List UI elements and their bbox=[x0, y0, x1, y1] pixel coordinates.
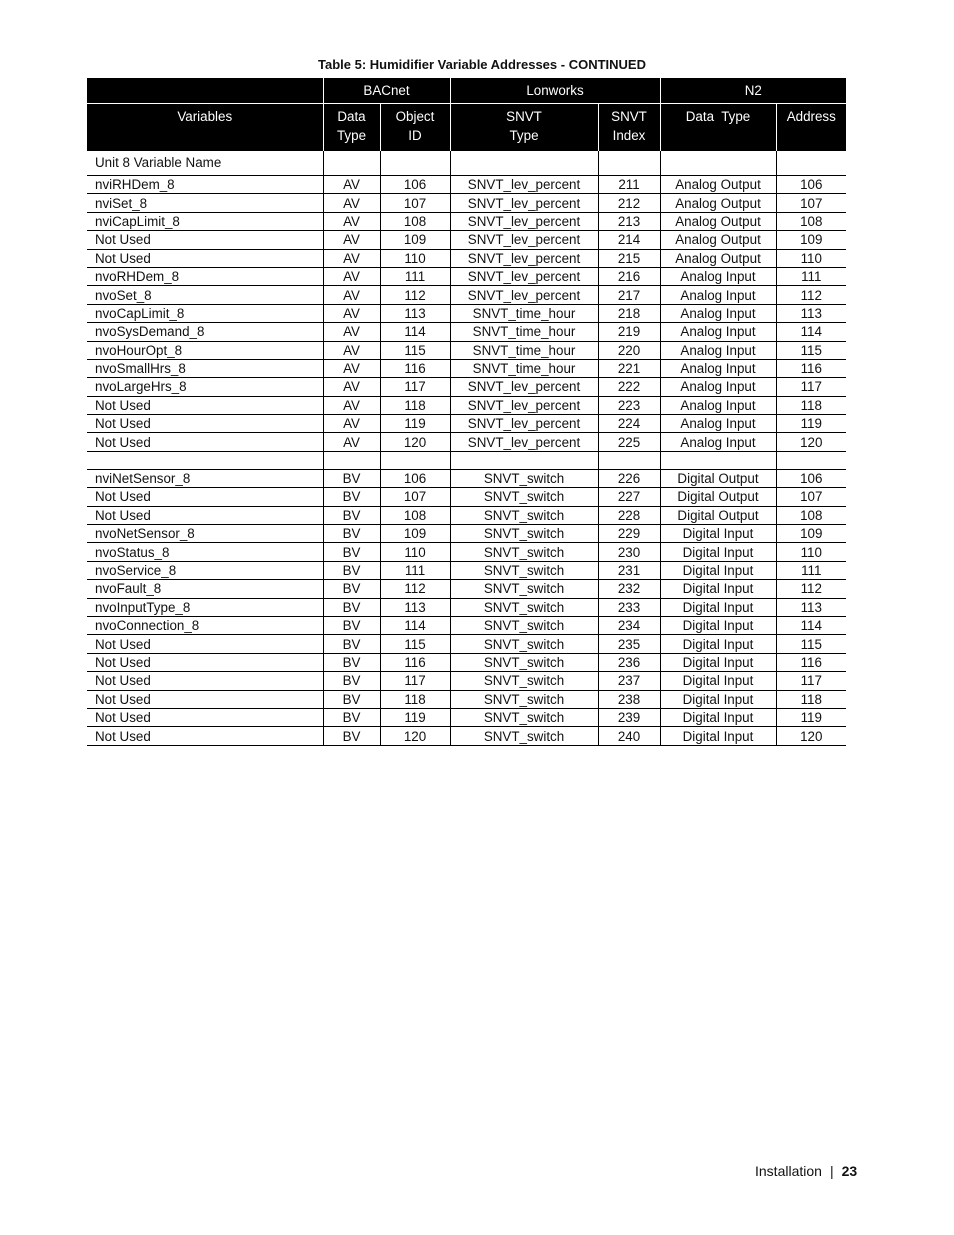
column-header-object-id: Object ID bbox=[380, 104, 450, 152]
cell-snvt-index: 214 bbox=[598, 231, 660, 249]
cell-n2-data-type: Analog Output bbox=[660, 212, 776, 230]
cell-data-type: BV bbox=[323, 469, 380, 487]
cell-variable-name: Not Used bbox=[87, 635, 323, 653]
cell-address: 111 bbox=[776, 267, 846, 285]
cell-variable-name: Not Used bbox=[87, 653, 323, 671]
table-row bbox=[87, 378, 846, 396]
cell-snvt-index: 219 bbox=[598, 323, 660, 341]
cell-data-type: BV bbox=[323, 635, 380, 653]
cell-address: 111 bbox=[776, 561, 846, 579]
table-row bbox=[87, 580, 846, 598]
table-row bbox=[87, 176, 846, 194]
cell-address: 110 bbox=[776, 543, 846, 561]
cell-data-type: BV bbox=[323, 616, 380, 634]
cell-object-id: 113 bbox=[380, 598, 450, 616]
cell-address: 117 bbox=[776, 378, 846, 396]
cell-snvt-type: SNVT_lev_percent bbox=[450, 378, 598, 396]
cell-variable-name: nvoSet_8 bbox=[87, 286, 323, 304]
table-row bbox=[87, 267, 846, 285]
table-title: Table 5: Humidifier Variable Addresses - CONTINUED bbox=[318, 57, 646, 72]
cell-snvt-type: SNVT_switch bbox=[450, 727, 598, 745]
cell-snvt-index: 226 bbox=[598, 469, 660, 487]
cell-snvt-type: SNVT_lev_percent bbox=[450, 433, 598, 451]
cell-object-id: 118 bbox=[380, 396, 450, 414]
cell-address: 114 bbox=[776, 616, 846, 634]
cell-snvt-type: SNVT_lev_percent bbox=[450, 176, 598, 194]
cell-snvt-index: 232 bbox=[598, 580, 660, 598]
table-row bbox=[87, 231, 846, 249]
cell-data-type: BV bbox=[323, 672, 380, 690]
column-header-address: Address bbox=[776, 104, 846, 152]
cell-n2-data-type: Analog Input bbox=[660, 267, 776, 285]
cell-snvt-index: 237 bbox=[598, 672, 660, 690]
table-row bbox=[87, 708, 846, 726]
variable-address-table bbox=[87, 78, 846, 746]
cell-snvt-type: SNVT_switch bbox=[450, 672, 598, 690]
cell-snvt-index: 220 bbox=[598, 341, 660, 359]
cell-variable-name: Not Used bbox=[87, 690, 323, 708]
cell-data-type: AV bbox=[323, 286, 380, 304]
cell-variable-name: nvoSmallHrs_8 bbox=[87, 359, 323, 377]
cell-variable-name: nvoHourOpt_8 bbox=[87, 341, 323, 359]
cell-data-type: AV bbox=[323, 212, 380, 230]
cell-snvt-index: 228 bbox=[598, 506, 660, 524]
cell-address: 109 bbox=[776, 231, 846, 249]
cell-variable-name: nvoSysDemand_8 bbox=[87, 323, 323, 341]
cell-snvt-type: SNVT_switch bbox=[450, 525, 598, 543]
cell-address: 115 bbox=[776, 635, 846, 653]
cell-object-id: 114 bbox=[380, 616, 450, 634]
cell-variable-name: nviCapLimit_8 bbox=[87, 212, 323, 230]
cell-snvt-index: 230 bbox=[598, 543, 660, 561]
column-header-snvt-index: SNVT Index bbox=[598, 104, 660, 152]
cell-n2-data-type: Analog Input bbox=[660, 341, 776, 359]
column-header-variables: Variables bbox=[87, 104, 323, 152]
cell-snvt-index: 223 bbox=[598, 396, 660, 414]
cell-variable-name: Not Used bbox=[87, 396, 323, 414]
cell-n2-data-type: Digital Output bbox=[660, 488, 776, 506]
cell-object-id: 116 bbox=[380, 653, 450, 671]
cell-snvt-type: SNVT_switch bbox=[450, 598, 598, 616]
cell-address: 108 bbox=[776, 212, 846, 230]
cell-variable-name: nvoStatus_8 bbox=[87, 543, 323, 561]
table-row bbox=[87, 488, 846, 506]
cell-object-id: 110 bbox=[380, 543, 450, 561]
cell-snvt-index: 238 bbox=[598, 690, 660, 708]
cell-n2-data-type: Digital Input bbox=[660, 616, 776, 634]
cell-snvt-type: SNVT_lev_percent bbox=[450, 249, 598, 267]
cell-address: 106 bbox=[776, 176, 846, 194]
cell-n2-data-type: Digital Input bbox=[660, 635, 776, 653]
cell-data-type: BV bbox=[323, 653, 380, 671]
column-header-data-type: Data Type bbox=[323, 104, 380, 152]
cell-data-type: BV bbox=[323, 561, 380, 579]
cell-address: 120 bbox=[776, 433, 846, 451]
cell-snvt-index: 216 bbox=[598, 267, 660, 285]
cell-address: 107 bbox=[776, 194, 846, 212]
cell-variable-name: nvoConnection_8 bbox=[87, 616, 323, 634]
cell-data-type: AV bbox=[323, 323, 380, 341]
column-header-snvt-type: SNVT Type bbox=[450, 104, 598, 152]
cell-n2-data-type: Digital Input bbox=[660, 543, 776, 561]
cell-snvt-type: SNVT_time_hour bbox=[450, 341, 598, 359]
cell-object-id: 114 bbox=[380, 323, 450, 341]
cell-snvt-index: 222 bbox=[598, 378, 660, 396]
cell-snvt-type: SNVT_lev_percent bbox=[450, 194, 598, 212]
cell-object-id: 108 bbox=[380, 212, 450, 230]
group-header-lonworks: Lonworks bbox=[450, 78, 660, 104]
table-row bbox=[87, 506, 846, 524]
cell-snvt-index: 215 bbox=[598, 249, 660, 267]
cell-data-type: BV bbox=[323, 506, 380, 524]
cell-snvt-type: SNVT_switch bbox=[450, 690, 598, 708]
table-row bbox=[87, 212, 846, 230]
cell-n2-data-type: Analog Input bbox=[660, 433, 776, 451]
cell-snvt-type: SNVT_lev_percent bbox=[450, 415, 598, 433]
table-row bbox=[87, 525, 846, 543]
cell-data-type: AV bbox=[323, 194, 380, 212]
table-row bbox=[87, 690, 846, 708]
cell-snvt-index: 217 bbox=[598, 286, 660, 304]
group-header-row bbox=[87, 78, 846, 104]
cell-object-id: 108 bbox=[380, 506, 450, 524]
cell-address: 118 bbox=[776, 396, 846, 414]
cell-snvt-index: 231 bbox=[598, 561, 660, 579]
cell-n2-data-type: Digital Input bbox=[660, 653, 776, 671]
cell-snvt-type: SNVT_lev_percent bbox=[450, 286, 598, 304]
cell-data-type: AV bbox=[323, 176, 380, 194]
cell-data-type: AV bbox=[323, 267, 380, 285]
section-label: Unit 8 Variable Name bbox=[87, 151, 323, 176]
column-header-n2-data-type: Data Type bbox=[660, 104, 776, 152]
cell-data-type: AV bbox=[323, 378, 380, 396]
cell-address: 108 bbox=[776, 506, 846, 524]
table-row bbox=[87, 249, 846, 267]
table-row bbox=[87, 727, 846, 745]
cell-object-id: 107 bbox=[380, 194, 450, 212]
cell-snvt-index: 212 bbox=[598, 194, 660, 212]
cell-object-id: 110 bbox=[380, 249, 450, 267]
table-row bbox=[87, 286, 846, 304]
cell-snvt-type: SNVT_switch bbox=[450, 653, 598, 671]
cell-address: 116 bbox=[776, 359, 846, 377]
cell-snvt-index: 233 bbox=[598, 598, 660, 616]
cell-object-id: 109 bbox=[380, 525, 450, 543]
group-header-blank bbox=[87, 78, 323, 104]
cell-data-type: BV bbox=[323, 488, 380, 506]
table-row bbox=[87, 672, 846, 690]
table-row bbox=[87, 598, 846, 616]
group-header-bacnet: BACnet bbox=[323, 78, 450, 104]
cell-address: 112 bbox=[776, 580, 846, 598]
cell-snvt-type: SNVT_time_hour bbox=[450, 359, 598, 377]
cell-snvt-type: SNVT_lev_percent bbox=[450, 212, 598, 230]
cell-data-type: BV bbox=[323, 690, 380, 708]
cell-data-type: BV bbox=[323, 525, 380, 543]
cell-address: 107 bbox=[776, 488, 846, 506]
cell-variable-name: nvoLargeHrs_8 bbox=[87, 378, 323, 396]
cell-n2-data-type: Analog Input bbox=[660, 396, 776, 414]
cell-n2-data-type: Digital Input bbox=[660, 672, 776, 690]
cell-snvt-index: 240 bbox=[598, 727, 660, 745]
cell-address: 120 bbox=[776, 727, 846, 745]
cell-snvt-type: SNVT_lev_percent bbox=[450, 231, 598, 249]
cell-object-id: 119 bbox=[380, 415, 450, 433]
cell-snvt-index: 225 bbox=[598, 433, 660, 451]
cell-n2-data-type: Digital Input bbox=[660, 525, 776, 543]
table-row bbox=[87, 194, 846, 212]
cell-snvt-index: 218 bbox=[598, 304, 660, 322]
cell-n2-data-type: Analog Output bbox=[660, 176, 776, 194]
cell-object-id: 118 bbox=[380, 690, 450, 708]
cell-object-id: 111 bbox=[380, 561, 450, 579]
cell-address: 106 bbox=[776, 469, 846, 487]
cell-address: 118 bbox=[776, 690, 846, 708]
cell-variable-name: Not Used bbox=[87, 672, 323, 690]
cell-variable-name: nvoService_8 bbox=[87, 561, 323, 579]
column-header-row bbox=[87, 104, 846, 152]
cell-data-type: BV bbox=[323, 580, 380, 598]
cell-data-type: AV bbox=[323, 249, 380, 267]
table-row bbox=[87, 469, 846, 487]
cell-n2-data-type: Analog Output bbox=[660, 249, 776, 267]
cell-n2-data-type: Digital Input bbox=[660, 580, 776, 598]
cell-data-type: BV bbox=[323, 543, 380, 561]
cell-object-id: 120 bbox=[380, 727, 450, 745]
cell-object-id: 106 bbox=[380, 176, 450, 194]
cell-address: 119 bbox=[776, 708, 846, 726]
table-row bbox=[87, 304, 846, 322]
cell-snvt-type: SNVT_lev_percent bbox=[450, 267, 598, 285]
cell-variable-name: Not Used bbox=[87, 727, 323, 745]
cell-n2-data-type: Analog Input bbox=[660, 378, 776, 396]
cell-variable-name: nvoRHDem_8 bbox=[87, 267, 323, 285]
table-row bbox=[87, 616, 846, 634]
cell-address: 115 bbox=[776, 341, 846, 359]
cell-address: 110 bbox=[776, 249, 846, 267]
cell-variable-name: nvoCapLimit_8 bbox=[87, 304, 323, 322]
cell-variable-name: Not Used bbox=[87, 249, 323, 267]
cell-snvt-index: 234 bbox=[598, 616, 660, 634]
cell-n2-data-type: Digital Input bbox=[660, 708, 776, 726]
cell-address: 117 bbox=[776, 672, 846, 690]
cell-data-type: BV bbox=[323, 598, 380, 616]
table-row bbox=[87, 359, 846, 377]
cell-n2-data-type: Digital Output bbox=[660, 506, 776, 524]
cell-snvt-type: SNVT_time_hour bbox=[450, 323, 598, 341]
cell-object-id: 120 bbox=[380, 433, 450, 451]
cell-data-type: AV bbox=[323, 359, 380, 377]
cell-n2-data-type: Digital Input bbox=[660, 690, 776, 708]
cell-variable-name: Not Used bbox=[87, 433, 323, 451]
cell-snvt-type: SNVT_switch bbox=[450, 506, 598, 524]
page-number: 23 bbox=[841, 1163, 858, 1179]
cell-variable-name: Not Used bbox=[87, 506, 323, 524]
cell-address: 116 bbox=[776, 653, 846, 671]
footer-section: Installation bbox=[755, 1163, 822, 1179]
cell-variable-name: Not Used bbox=[87, 231, 323, 249]
cell-address: 114 bbox=[776, 323, 846, 341]
cell-snvt-index: 227 bbox=[598, 488, 660, 506]
cell-object-id: 117 bbox=[380, 378, 450, 396]
cell-data-type: AV bbox=[323, 304, 380, 322]
cell-n2-data-type: Digital Input bbox=[660, 727, 776, 745]
cell-object-id: 109 bbox=[380, 231, 450, 249]
cell-snvt-index: 211 bbox=[598, 176, 660, 194]
cell-object-id: 116 bbox=[380, 359, 450, 377]
cell-object-id: 117 bbox=[380, 672, 450, 690]
cell-object-id: 107 bbox=[380, 488, 450, 506]
table-body bbox=[87, 151, 846, 745]
cell-snvt-index: 236 bbox=[598, 653, 660, 671]
cell-n2-data-type: Analog Output bbox=[660, 194, 776, 212]
cell-data-type: BV bbox=[323, 708, 380, 726]
cell-data-type: AV bbox=[323, 231, 380, 249]
table-row bbox=[87, 543, 846, 561]
cell-snvt-type: SNVT_switch bbox=[450, 488, 598, 506]
cell-snvt-index: 221 bbox=[598, 359, 660, 377]
cell-snvt-type: SNVT_time_hour bbox=[450, 304, 598, 322]
table-row bbox=[87, 323, 846, 341]
cell-data-type: AV bbox=[323, 433, 380, 451]
cell-n2-data-type: Analog Output bbox=[660, 231, 776, 249]
cell-address: 119 bbox=[776, 415, 846, 433]
table-row bbox=[87, 635, 846, 653]
cell-snvt-type: SNVT_lev_percent bbox=[450, 396, 598, 414]
cell-variable-name: nvoFault_8 bbox=[87, 580, 323, 598]
cell-variable-name: nviNetSensor_8 bbox=[87, 469, 323, 487]
cell-n2-data-type: Digital Output bbox=[660, 469, 776, 487]
cell-snvt-type: SNVT_switch bbox=[450, 580, 598, 598]
cell-n2-data-type: Digital Input bbox=[660, 598, 776, 616]
table-row bbox=[87, 341, 846, 359]
cell-address: 112 bbox=[776, 286, 846, 304]
table-row bbox=[87, 396, 846, 414]
cell-object-id: 106 bbox=[380, 469, 450, 487]
cell-n2-data-type: Digital Input bbox=[660, 561, 776, 579]
cell-object-id: 112 bbox=[380, 580, 450, 598]
cell-snvt-index: 235 bbox=[598, 635, 660, 653]
cell-data-type: AV bbox=[323, 341, 380, 359]
cell-variable-name: nviSet_8 bbox=[87, 194, 323, 212]
cell-address: 113 bbox=[776, 598, 846, 616]
cell-snvt-index: 239 bbox=[598, 708, 660, 726]
cell-object-id: 111 bbox=[380, 267, 450, 285]
cell-data-type: AV bbox=[323, 396, 380, 414]
cell-variable-name: nviRHDem_8 bbox=[87, 176, 323, 194]
cell-data-type: BV bbox=[323, 727, 380, 745]
cell-n2-data-type: Analog Input bbox=[660, 304, 776, 322]
cell-snvt-index: 213 bbox=[598, 212, 660, 230]
footer-separator: | bbox=[829, 1163, 834, 1179]
cell-n2-data-type: Analog Input bbox=[660, 286, 776, 304]
cell-object-id: 113 bbox=[380, 304, 450, 322]
cell-variable-name: Not Used bbox=[87, 488, 323, 506]
cell-address: 113 bbox=[776, 304, 846, 322]
group-header-n2: N2 bbox=[660, 78, 846, 104]
cell-snvt-index: 224 bbox=[598, 415, 660, 433]
cell-object-id: 115 bbox=[380, 341, 450, 359]
cell-snvt-type: SNVT_switch bbox=[450, 561, 598, 579]
cell-address: 109 bbox=[776, 525, 846, 543]
spacer-row bbox=[87, 451, 846, 469]
section-label-row bbox=[87, 151, 846, 176]
cell-variable-name: Not Used bbox=[87, 708, 323, 726]
cell-snvt-type: SNVT_switch bbox=[450, 708, 598, 726]
cell-object-id: 115 bbox=[380, 635, 450, 653]
table-row bbox=[87, 561, 846, 579]
cell-snvt-type: SNVT_switch bbox=[450, 469, 598, 487]
cell-variable-name: nvoInputType_8 bbox=[87, 598, 323, 616]
cell-snvt-type: SNVT_switch bbox=[450, 635, 598, 653]
cell-variable-name: Not Used bbox=[87, 415, 323, 433]
cell-snvt-type: SNVT_switch bbox=[450, 616, 598, 634]
cell-variable-name: nvoNetSensor_8 bbox=[87, 525, 323, 543]
table-row bbox=[87, 415, 846, 433]
cell-n2-data-type: Analog Input bbox=[660, 415, 776, 433]
table-row bbox=[87, 433, 846, 451]
cell-n2-data-type: Analog Input bbox=[660, 359, 776, 377]
cell-n2-data-type: Analog Input bbox=[660, 323, 776, 341]
cell-snvt-index: 229 bbox=[598, 525, 660, 543]
page-footer bbox=[755, 1163, 857, 1179]
cell-data-type: AV bbox=[323, 415, 380, 433]
cell-snvt-type: SNVT_switch bbox=[450, 543, 598, 561]
cell-object-id: 119 bbox=[380, 708, 450, 726]
cell-object-id: 112 bbox=[380, 286, 450, 304]
table-row bbox=[87, 653, 846, 671]
